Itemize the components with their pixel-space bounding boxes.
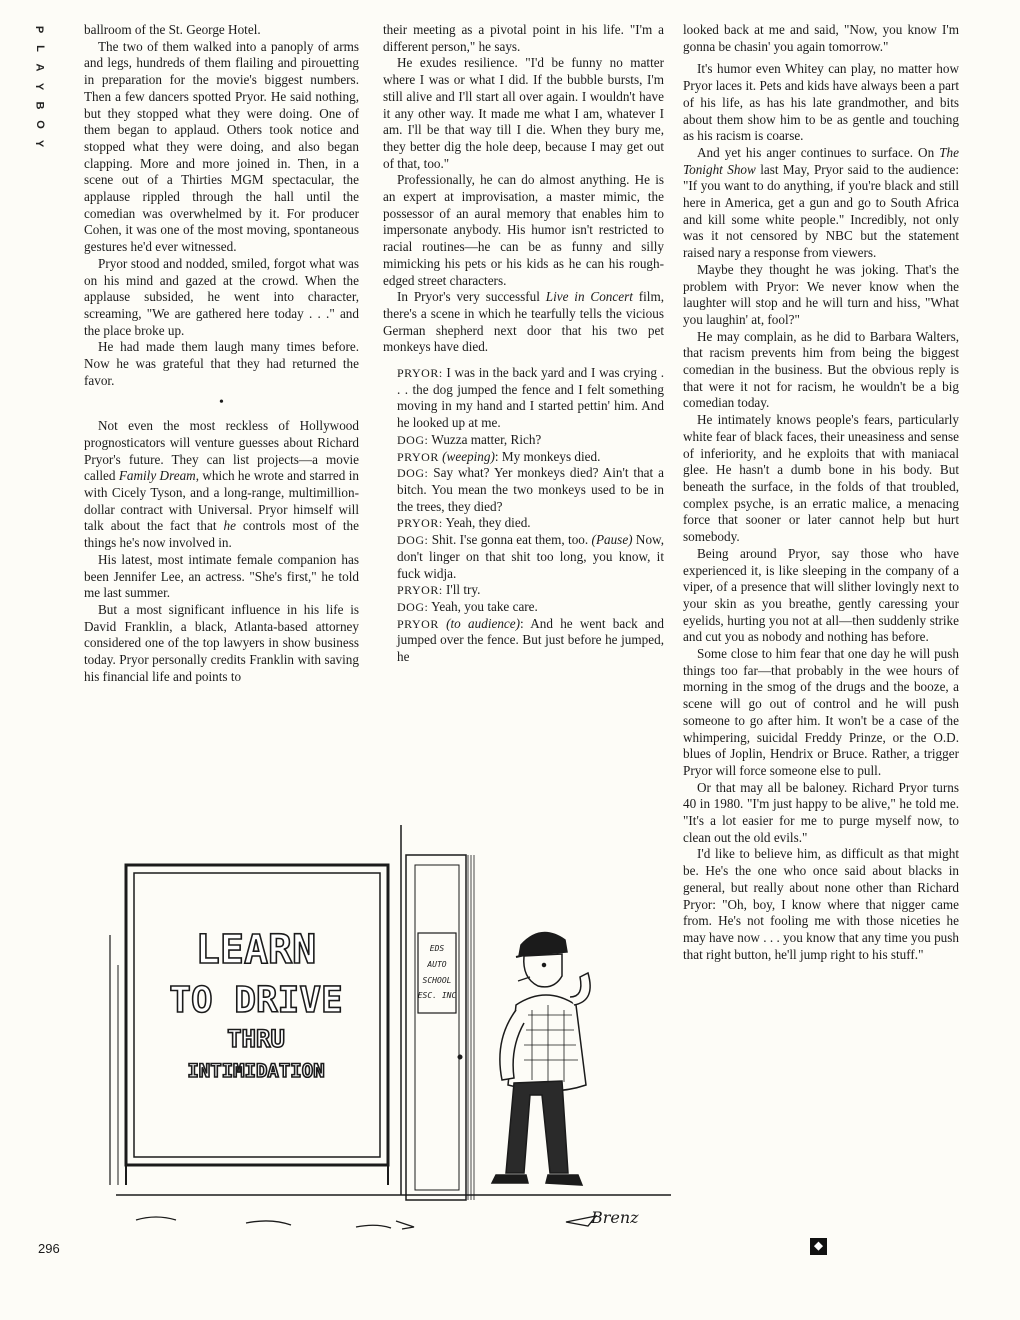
masthead-letter: A [33,63,46,72]
instructor-figure [492,933,590,1185]
dialogue-line: PRYOR: I was in the back yard and I was crying . . . the dog jumped the fence and I felt something moving in my hand and I started pettin' him. And he looked up at me. [397,365,664,431]
masthead-letter: O [33,120,46,129]
paragraph: Professionally, he can do almost anything. He is an expert at improvisation, a master mimic, the possessor of an aural memory that enables him to impersonate anybody. His humor isn't restricted to racial routines—he can be as funny and silly mimicking his pets or his kids as he can his rough-edged street characters. [383,172,664,288]
door-line-1: EDS [429,944,445,953]
sign-line-4: INTIMIDATION [187,1060,325,1082]
artist-signature: Brenz [591,1208,639,1227]
paragraph: Or that may all be baloney. Richard Pryor turns 40 in 1980. "I'm just happy to be alive," he told me. "It's a lot easier for me to purge myself now, to clean out the old evils." [683,779,959,845]
paragraph: The two of them walked into a panoply of arms and legs, hundreds of them flailing and pirouetting in preparation for the movie's biggest numbers. Then a few dancers spotted Pryor. He said nothing, but they stopped what they were doing. One of them began to applaud. Others took notice and stopped what they were doing, and also began clapping. More and more joined in. Then, in a scene out of a Thirties MGM spectacular, the applause rippled through the hall until the comedian was overwhelmed by it. For producer Cohen, it was one of the most moving, spontaneous gestures he'd ever witnessed. [84,38,359,255]
dialogue-line: PRYOR: I'll try. [397,582,481,598]
masthead-letter: Y [33,82,46,91]
paragraph: He exudes resilience. "I'd be funny no matter where I was or what I did. If the bubble bursts, I'm still alive and I'll start all over again. I wouldn't have it any other way. It made me what I am, whatever I am. I'll be that way till I die. When they bury me, they better dig the hole deep, because I may get out of that, too." [383,55,664,171]
sign-line-1: LEARN [195,927,317,973]
playboy-rabbit-icon: ◆ [810,1238,827,1255]
masthead [26,20,52,153]
sidewalk [116,1195,671,1229]
paragraph: their meeting as a pivotal point in his life. "I'm a different person," he says. [383,22,664,54]
masthead-letter: Y [33,139,46,148]
paragraph: I'd like to believe him, as difficult as that might be. He's the one who once said about blacks in general, but really about none other than Richard Pryor: "Oh, boy, I know where that nigger came from. He's not fooling me with those niceties he may have now . . . you know that any time you push that right button, he'll jump right to his stuff." [683,846,959,962]
cartoon-illustration [96,825,671,1265]
paragraph: He may complain, as he did to Barbara Walters, that racism prevents him from being the biggest comedian in the business. But the obvious reply is that were it not for racism, he wouldn't be a big comedian today. [683,328,959,411]
paragraph: And yet his anger continues to surface. On The Tonight Show last May, Pryor said to the audience: "If you want to do anything, if you're black and still here in America, get a gun and go to South Africa and kill some white people." Incredibly, not only was it not censored by NBC but the statement raised nary a response from viewers. [683,144,959,261]
column-3 [683,22,959,963]
paragraph: His latest, most intimate female companion has been Jennifer Lee, an actress. "She's first," he told me last summer. [84,551,359,601]
column-2 [383,22,664,666]
school-door [406,855,466,1200]
window-sign [169,927,342,1082]
door-line-2: AUTO [427,960,447,969]
masthead-letter: P [33,25,46,34]
sign-line-2: TO DRIVE [169,980,343,1021]
paragraph: He had made them laugh many times before. Now he was grateful that they had returned the favor. [84,339,359,388]
dialogue-line: PRYOR (weeping): My monkeys died. [397,448,601,464]
wall-shading [468,855,474,1200]
column-1 [84,22,359,685]
dialogue-line: DOG: Yeah, you take care. [397,598,538,614]
paragraph: Some close to him fear that one day he will push things too far—that probably in the wee hours of morning in the smog of the drugs and the booze, a scene will go out of control and he will push someone to go after him. It won't be a case of the whimpering, suicidal Freddy Prinze, or the O.D. blues of Joplin, Hendrix or Bruce. Rather, a trigger Pryor will force someone else to pull. [683,646,959,778]
masthead-letter: L [33,45,46,52]
dialogue-line: DOG: Say what? Yer monkeys died? Ain't that a bitch. You mean the two monkeys used to be in the trees, they died? [397,465,664,514]
dialogue [383,365,664,666]
dialogue-line: DOG: Shit. I'se gonna eat them, too. (Pause) Now, don't linger on that shit too long, you know, it fuck widja. [397,532,664,581]
paragraph: He intimately knows people's fears, particularly white fear of black faces, their uneasiness and sense of inferiority, and he exploits that with maniacal glee. He hasn't a dumb bone in his body. But beneath the surface, in the folds of that troubled, complex psyche, is an erratic malice, a menacing force that sooner or later cannot help but hurt somebody. [683,412,959,545]
paragraph: Not even the most reckless of Hollywood prognosticators will venture guesses about Richard Pryor's future. They can list projects—a movie called Family Dream, which he wrote and starred in with Cicely Tyson, and a long-range, multimillion-dollar contract with Universal. Pryor himself will talk about the fact that he controls most of the things he's now involved in. [84,418,359,551]
paragraph: In Pryor's very successful Live in Concert film, there's a scene in which he tearfully tells the vicious German shepherd next door that his two pet monkeys have died. [383,289,664,355]
paragraph: Pryor stood and nodded, smiled, forgot what was on his mind and gazed at the crowd. When the applause subsided, he went into character, screaming, "We are gathered here today . . ." and the place broke up. [84,255,359,338]
door-line-3: SCHOOL [422,976,452,985]
sign-line-3: THRU [227,1025,285,1053]
paragraph: looked back at me and said, "Now, you know I'm gonna be chasin' you again tomorrow." [683,22,959,54]
dialogue-line: PRYOR: Yeah, they died. [397,515,531,531]
paragraph: Maybe they thought he was joking. That's the problem with Pryor: We never know when the laughter will stop and he will turn and hiss, "What you laughin' at, fool?" [683,261,959,327]
paragraph: ballroom of the St. George Hotel. [84,22,261,37]
masthead-letter: B [33,101,46,110]
dialogue-line: PRYOR (to audience): And he went back and jumped over the fence. But just before he jumped, he [397,615,664,665]
page-number: 296 [38,1241,60,1256]
dialogue-line: DOG: Wuzza matter, Rich? [397,431,542,447]
door-line-4: ESC. INC [417,991,457,1000]
section-bullet: • [219,395,224,411]
paragraph: But a most significant influence in his life is David Franklin, a black, Atlanta-based attorney considered one of the top lawyers in show business today. Pryor personally credits Franklin with saving his financial life and points to [84,601,359,684]
paragraph: Being around Pryor, say those who have experienced it, is like sleeping in the company of a viper, of a presence that will slither lovingly next to your skin as you breathe, gently caressing your eyelids, hurting you not at all—then suddenly strike and cut you as nobody and nothing has before. [683,545,959,645]
paragraph: It's humor even Whitey can play, no matter how Pryor laces it. Pets and kids have always been a part of his life, as has his late grandmother, and bits about them show him to be as gentle and touching as his racism is coarse. [683,61,959,144]
